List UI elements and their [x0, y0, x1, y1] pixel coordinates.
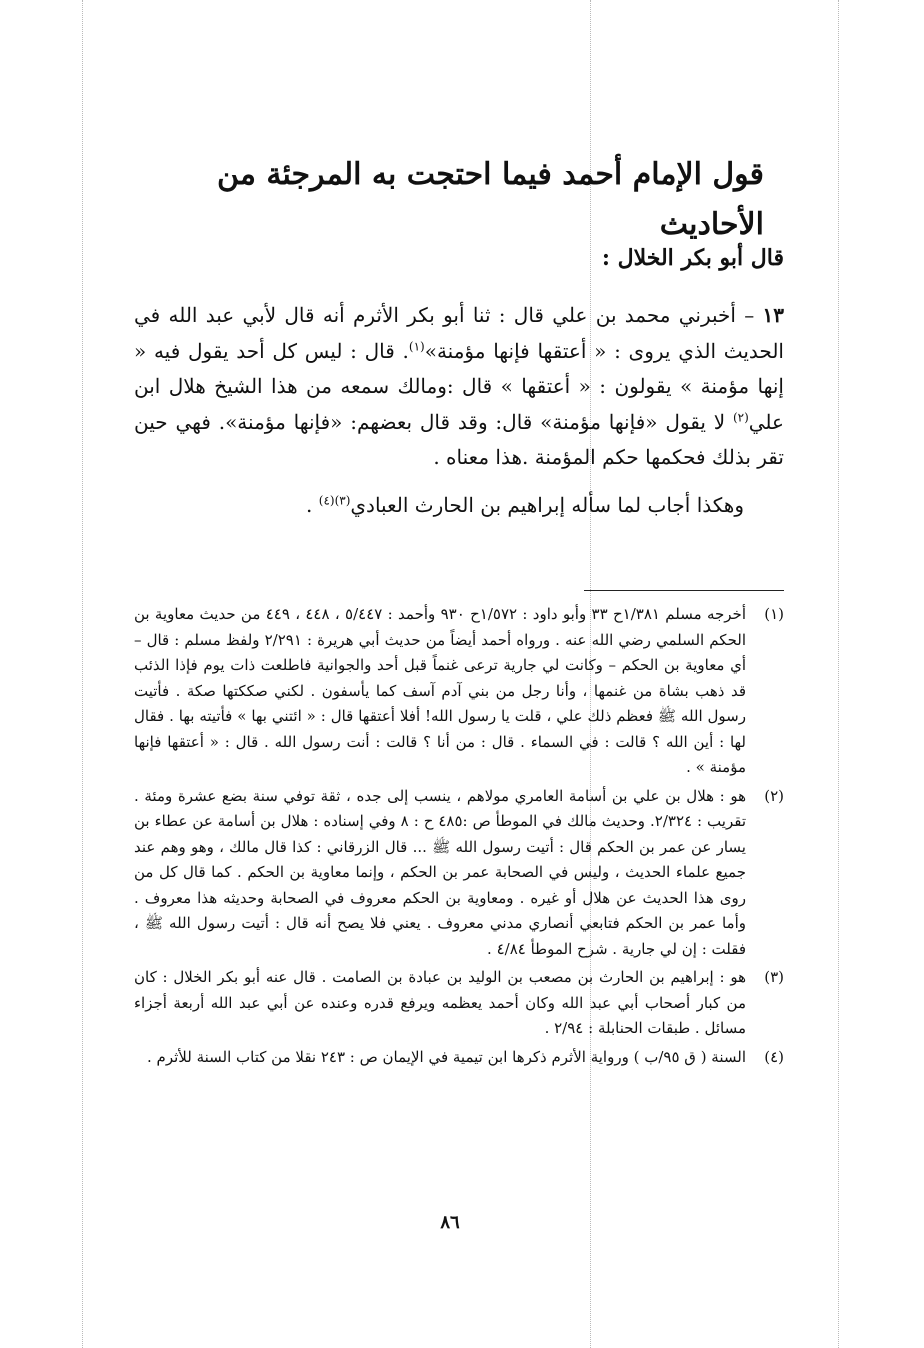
footnote-ref-3-4[interactable]: (٣)(٤) [318, 492, 351, 507]
footnote-marker: (٢) [764, 786, 784, 805]
footnotes-section [134, 602, 784, 1073]
footnote-text: هو : هلال بن علي بن أسامة العامري مولاهم ، ينسب إلى جده ، ثقة توفي سنة بضع عشرة ومئة . تقريب : ٢/٣٢٤. وحديث مالك في الموطأ ص :٤٨٥ ح : ٨ وفي إسناده : هلال بن أسامة عن عطاء بن يسار عن عمر بن الحكم قال : أتيت رسول الله ﷺ ... قال الزرقاني : كذا قال مالك ، وهو وهم عند جميع علماء الحديث ، وليس في الصحابة عمر بن الحكم ، وإنما معاوية بن الحكم . كما قال كل من روى هذا الحديث عن هلال أو غيره . ومعاوية بن الحكم معروف في الصحابة وحديثه هذا معروف . وأما عمر بن الحكم فتابعي أنصاري مدني معروف . يعني فلا يصح أنه قال : أتيت رسول الله ﷺ ، فقلت : إن لي جارية . شرح الموطأ ٤/٨٤ . [134, 786, 746, 958]
footnote-text: السنة ( ق ٩٥/ب ) ورواية الأثرم ذكرها ابن تيمية في الإيمان ص : ٢٤٣ نقلا من كتاب السنة للأثرم . [147, 1047, 746, 1066]
page-number: ٨٦ [440, 1212, 460, 1233]
footnote-ref-2[interactable]: (٢) [732, 409, 749, 424]
closing-text: وهكذا أجاب لما سأله إبراهيم بن الحارث العبادي [350, 492, 744, 517]
footnote-marker: (٣) [764, 968, 784, 986]
page-title: قول الإمام أحمد فيما احتجت به المرجئة من الأحاديث [217, 157, 764, 242]
closing-paragraph [134, 488, 784, 524]
scan-dotted-line-left [82, 0, 83, 1348]
hadith-paragraph [134, 298, 784, 476]
hadith-text-part1: أخبرني محمد بن علي قال : ثنا أبو بكر الأثرم أنه قال لأبي عبد الله في الحديث الذي يروى : « أعتقها فإنها مؤمنة» [134, 303, 784, 363]
footnote-divider [584, 590, 784, 591]
footnote-text: أخرجه مسلم ١/٣٨١ح ٣٣ وأبو داود : ١/٥٧٢ح ٩٣٠ وأحمد : ٥/٤٤٧ ، ٤٤٨ ، ٤٤٩ من حديث معاوية بن الحكم السلمي رضي الله عنه . ورواه أحمد أيضاً من حديث أبي هريرة : ٢/٢٩١ ولفظ مسلم : قال – أي معاوية بن الحكم – وكانت لي جارية ترعى غنماً قبل أحد والجوانية فاطلعت ذات يوم فإذا الذئب قد ذهب بشاة من غنمها ، وأنا رجل من بني آدم آسف كما يأسفون . لكني صككتها صكة . فأتيت رسول الله ﷺ فعظم ذلك علي ، قلت يا رسول الله! أفلا أعتقها قال : « ائتني بها » فأتيته بها . فقال لها : أين الله ؟ قالت : في السماء . قال : من أنا ؟ قالت : أنت رسول الله . قال : « أعتقها فإنها مؤمنة » . [134, 605, 746, 776]
footnote-marker: (١) [764, 605, 784, 623]
hadith-text-part2: . قال : ليس كل أحد يقول فيه « إنها مؤمنة » يقولون : « أعتقها » قال :ومالك سمعه من هذا الشيخ هلال ابن علي [134, 338, 784, 434]
hadith-dash: – [735, 303, 763, 327]
footnote-3 [134, 965, 784, 1042]
scan-dotted-line-right [838, 0, 839, 1348]
footnote-4 [134, 1045, 784, 1071]
hadith-number: ١٣ [762, 303, 785, 327]
main-text-block [134, 298, 784, 523]
footnote-ref-1[interactable]: (١) [408, 338, 425, 353]
hadith-text-part3: لا يقول «فإنها مؤمنة» قال: وقد قال بعضهم: «فإنها مؤمنة». فهي حين تقر بذلك فحكمها حكم المؤمنة .هذا معناه . [134, 409, 784, 469]
footnote-1 [134, 602, 784, 781]
footnote-2 [134, 784, 784, 963]
footnote-marker: (٤) [764, 1047, 784, 1066]
section-subheading: قال أبو بكر الخلال : [601, 245, 784, 271]
footnote-text: هو : إبراهيم بن الحارث بن مصعب بن الوليد بن عبادة بن الصامت . قال عنه أبو بكر الخلال : كان من كبار أصحاب أبي عبد الله وكان أحمد يعظمه ويرفع قدره وعنده عن أبي عبد الله أربعة أجزاء مسائل . طبقات الحنابلة : ٢/٩٤ . [134, 968, 746, 1037]
closing-end: . [306, 492, 319, 517]
